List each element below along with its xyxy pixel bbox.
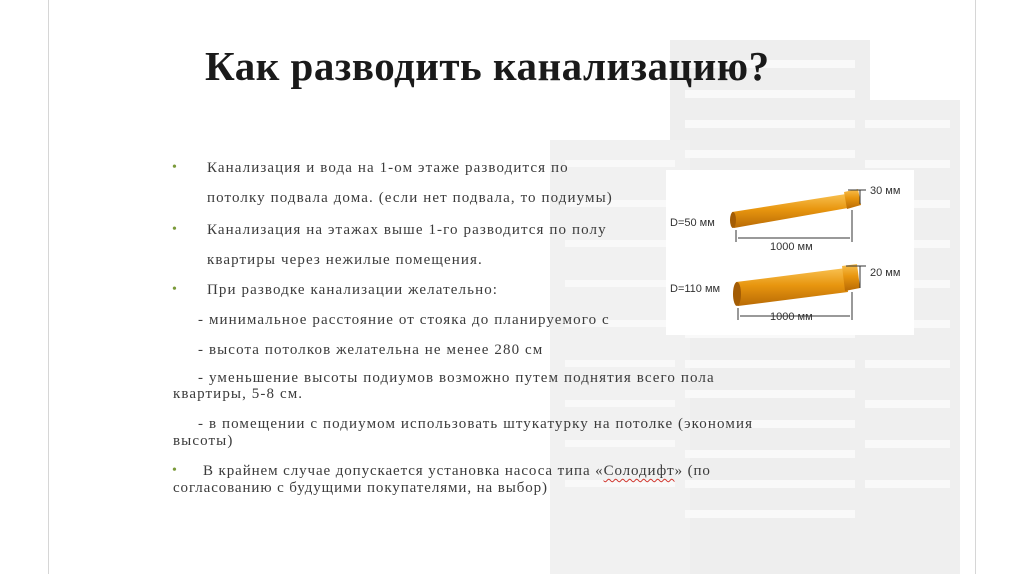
- slide-title: Как разводить канализацию?: [205, 43, 770, 89]
- text-line-9: квартиры, 5-8 см.: [173, 386, 304, 402]
- bullet-2: •: [172, 222, 177, 237]
- bullet-1: •: [172, 160, 177, 175]
- pipe2-diameter-label: D=110 мм: [670, 283, 721, 295]
- text-line-5: При разводке канализации желательно:: [207, 282, 499, 298]
- text-line-1: Канализация и вода на 1-ом этаже разводится по: [207, 160, 569, 176]
- pipe-figure: [666, 170, 914, 335]
- pipe2-socket: [842, 264, 860, 291]
- bullet-3: •: [172, 282, 177, 297]
- text-line-8: - уменьшение высоты подиумов возможно путем поднятия всего пола: [198, 370, 715, 386]
- misspelled-word-solodift: Солодифт: [603, 463, 675, 479]
- pipe1-body: [732, 194, 848, 228]
- pipe1-socket-label: 30 мм: [870, 185, 901, 197]
- text-line-10: - в помещении с подиумом использовать штукатурку на потолке (экономия: [198, 416, 754, 432]
- text-line-12-end: » (по: [674, 463, 711, 479]
- pipe1-socket: [844, 189, 861, 209]
- text-line-11: высоты): [173, 433, 234, 449]
- text-line-4: квартиры через нежилые помещения.: [207, 252, 483, 268]
- pipe1-diameter-label: D=50 мм: [670, 217, 715, 229]
- text-line-3: Канализация на этажах выше 1-го разводится по полу: [207, 222, 607, 238]
- text-line-13: согласованию с будущими покупателями, на выбор): [173, 480, 548, 496]
- pipe2-body: [736, 268, 848, 306]
- text-line-12: [203, 463, 711, 480]
- text-line-2: потолку подвала дома. (если нет подвала, то подиумы): [207, 190, 613, 206]
- text-line-6: - минимальное расстояние от стояка до планируемого с: [198, 312, 610, 328]
- pipe2-socket-label: 20 мм: [870, 267, 901, 279]
- pipe1-length-label: 1000 мм: [770, 241, 813, 253]
- text-line-7: - высота потолков желательна не менее 280 см: [198, 342, 544, 358]
- bullet-4: •: [172, 463, 177, 478]
- pipe2-length-label: 1000 мм: [770, 311, 813, 323]
- text-line-12-start: В крайнем случае допускается установка насоса типа «: [203, 463, 604, 479]
